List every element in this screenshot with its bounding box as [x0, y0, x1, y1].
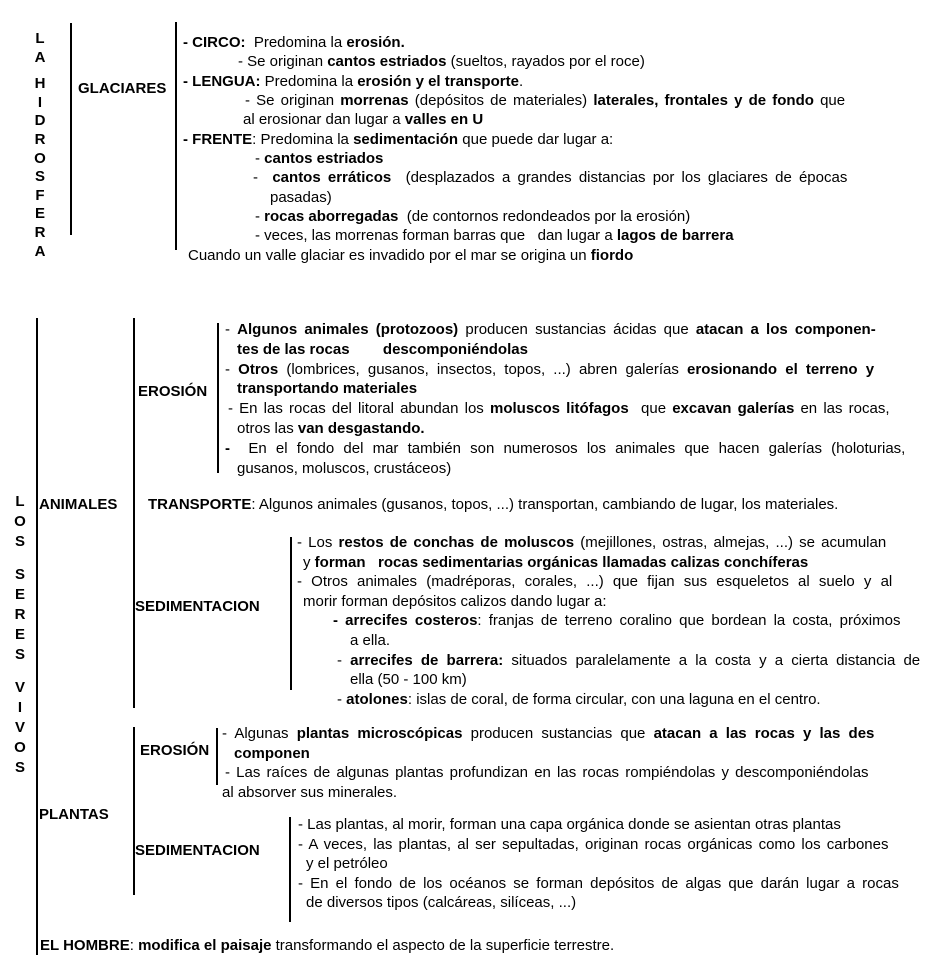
- text-line: - Algunas plantas microscópicas producen sustancias que atacan a las rocas y las des: [222, 725, 875, 742]
- text-line: - CIRCO: Predomina la erosión.: [183, 34, 405, 51]
- bracket-line-erosion-animales: [217, 323, 219, 473]
- vertical-letter: E: [34, 205, 45, 223]
- text-line: otros las van desgastando.: [237, 419, 425, 437]
- text-line: - cantos erráticos (desplazados a grandes distancias por los glaciares de épocas: [253, 169, 848, 187]
- bracket-line-sedimentacion-plantas: [289, 817, 291, 922]
- text-line: transportando materiales: [237, 380, 418, 398]
- vertical-letter: V: [14, 719, 25, 736]
- erosion-animales-details: [225, 320, 937, 478]
- text-line: y forman rocas sedimentarias orgánicas llamadas calizas conchíferas: [303, 553, 809, 571]
- bracket-line-erosion-plantas: [216, 728, 218, 785]
- text-line: ella (50 - 100 km): [350, 671, 467, 689]
- bracket-line-sedimentacion-animales: [290, 537, 292, 690]
- text-line: - cantos estriados: [255, 150, 384, 168]
- text-line: - Se originan cantos estriados (sueltos, rayados por el roce): [238, 53, 645, 71]
- text-line: - rocas aborregadas (de contornos redondeados por la erosión): [255, 208, 691, 226]
- vertical-letter: S: [14, 759, 25, 776]
- vertical-letter: A: [34, 242, 46, 260]
- text-line: - Los restos de conchas de moluscos (mejillones, ostras, almejas, ...) se acumulan: [297, 534, 887, 551]
- label-erosion-plantas: EROSIÓN: [140, 742, 210, 759]
- text-line: - arrecifes costeros: franjas de terreno coralino que bordean la costa, próximos: [333, 612, 901, 630]
- bracket-line-seres-vivos: [36, 318, 38, 955]
- text-line: - En las rocas del litoral abundan los moluscos litófagos que excavan galerías en las rocas,: [228, 400, 890, 418]
- vertical-letter: L: [35, 30, 45, 47]
- vertical-letter: S: [14, 646, 25, 663]
- vertical-letter: E: [14, 586, 25, 603]
- vertical-letter: H: [34, 75, 46, 93]
- text-line: a ella.: [350, 631, 391, 649]
- label-animales: ANIMALES: [39, 496, 118, 513]
- text-line: - Las raíces de algunas plantas profundizan en las rocas rompiéndolas y descomponiéndolas: [225, 764, 869, 782]
- vertical-letter: S: [14, 533, 25, 550]
- text-line: - Se originan morrenas (depósitos de materiales) laterales, frontales y de fondo que: [245, 92, 846, 110]
- vertical-letter: V: [14, 679, 25, 696]
- vertical-letter: R: [14, 606, 26, 623]
- text-line: - Algunos animales (protozoos) producen sustancias ácidas que atacan a los componen-: [225, 321, 876, 338]
- bracket-line-plantas: [133, 727, 135, 895]
- text-line: TRANSPORTE: Algunos animales (gusanos, topos, ...) transportan, cambiando de lugar, los materiales.: [148, 496, 839, 513]
- label-glaciares: GLACIARES: [78, 80, 167, 97]
- label-plantas: PLANTAS: [39, 806, 109, 823]
- text-line: - Otros animales (madréporas, corales, ...) que fijan sus esqueletos al suelo y al: [297, 573, 893, 591]
- text-line: al erosionar dan lugar a valles en U: [243, 111, 484, 129]
- text-line: y el petróleo: [306, 855, 388, 873]
- text-line: - FRENTE: Predomina la sedimentación que puede dar lugar a:: [183, 130, 614, 148]
- vertical-letter: S: [14, 566, 25, 583]
- text-line: al absorver sus minerales.: [222, 783, 398, 801]
- vertical-label-los-seres-vivos: [6, 492, 34, 778]
- vertical-letter: R: [34, 223, 46, 241]
- vertical-letter: I: [37, 93, 43, 111]
- sedimentacion-animales-details: [297, 533, 940, 709]
- text-line: de diversos tipos (calcáreas, silíceas, ...): [306, 894, 577, 912]
- text-line: gusanos, moluscos, crustáceos): [237, 459, 452, 477]
- vertical-letter: S: [34, 168, 45, 186]
- text-line: EL HOMBRE: modifica el paisaje transformando el aspecto de la superficie terrestre.: [40, 937, 615, 954]
- bracket-line-hidrosfera: [70, 23, 72, 235]
- vertical-label-la-hidrosfera: [26, 30, 54, 261]
- glaciares-details: [183, 33, 938, 265]
- text-line: morir forman depósitos calizos dando lugar a:: [303, 592, 607, 610]
- text-line: componen: [234, 744, 310, 762]
- bracket-line-glaciares: [175, 22, 177, 250]
- label-erosion-animales: EROSIÓN: [138, 383, 208, 400]
- text-line: - A veces, las plantas, al ser sepultadas, originan rocas orgánicas como los carbones: [298, 835, 889, 853]
- text-line: - En el fondo del mar también son numerosos los animales que hacen galerías (holoturias,: [225, 439, 906, 457]
- text-line: - En el fondo de los océanos se forman depósitos de algas que darán lugar a rocas: [298, 874, 899, 892]
- text-line: tes de las rocas descomponiéndolas: [237, 340, 528, 358]
- text-line: - Otros (lombrices, gusanos, insectos, topos, ...) abren galerías erosionando el terreno y: [225, 360, 875, 378]
- vertical-letter: D: [34, 112, 46, 130]
- vertical-letter: R: [34, 130, 46, 148]
- transporte-line: [148, 495, 938, 515]
- text-line: - LENGUA: Predomina la erosión y el transporte.: [183, 72, 524, 90]
- text-line: pasadas): [270, 188, 332, 206]
- vertical-letter: E: [14, 626, 25, 643]
- text-line: - arrecifes de barrera: situados paralelamente a la costa y a cierta distancia de: [337, 651, 921, 669]
- el-hombre-line: [40, 936, 925, 956]
- vertical-letter: L: [15, 493, 25, 510]
- sedimentacion-plantas-details: [298, 815, 938, 913]
- vertical-letter: I: [17, 699, 23, 716]
- erosion-plantas-details: [222, 724, 937, 802]
- text-line: - veces, las morrenas forman barras que dan lugar a lagos de barrera: [255, 227, 734, 245]
- label-sedimentacion-plantas: SEDIMENTACION: [135, 842, 260, 859]
- text-line: Cuando un valle glaciar es invadido por el mar se origina un fiordo: [188, 246, 634, 264]
- text-line: - atolones: islas de coral, de forma circular, con una laguna en el centro.: [337, 690, 821, 708]
- vertical-letter: O: [34, 149, 46, 167]
- bracket-line-animales: [133, 318, 135, 708]
- text-line: - Las plantas, al morir, forman una capa orgánica donde se asientan otras plantas: [298, 816, 841, 833]
- vertical-letter: O: [14, 513, 26, 530]
- vertical-letter: A: [34, 48, 46, 66]
- vertical-letter: F: [35, 186, 45, 204]
- vertical-letter: O: [14, 739, 26, 756]
- label-sedimentacion-animales: SEDIMENTACION: [135, 598, 260, 615]
